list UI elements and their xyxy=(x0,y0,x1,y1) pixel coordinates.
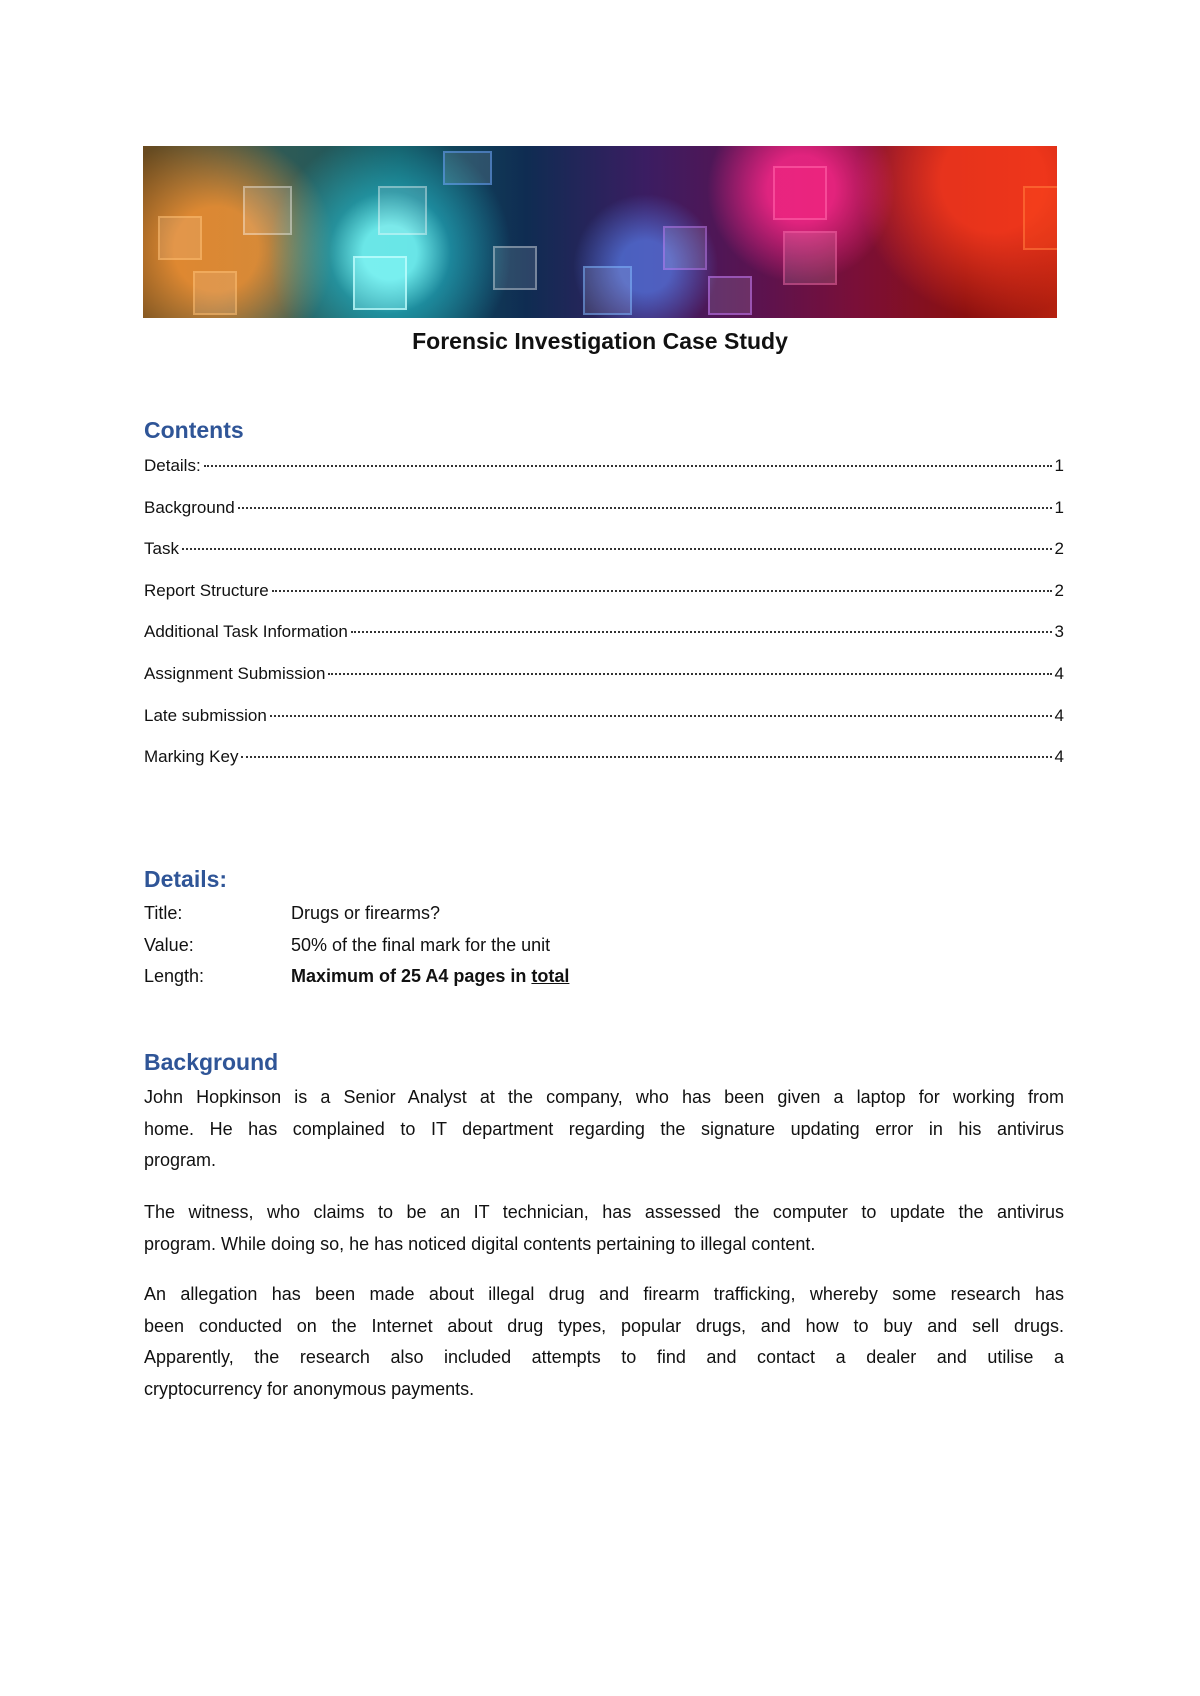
toc-entry[interactable] xyxy=(144,664,1064,706)
toc-label: Late submission xyxy=(144,705,267,725)
toc-leader xyxy=(241,756,1051,758)
toc-entry[interactable] xyxy=(144,456,1064,498)
toc-leader xyxy=(272,590,1052,592)
toc-leader xyxy=(351,631,1052,633)
toc-page: 4 xyxy=(1054,663,1064,683)
toc-leader xyxy=(238,507,1052,509)
toc-entry[interactable] xyxy=(144,747,1064,789)
background-paragraph-1 xyxy=(144,1082,1064,1177)
toc-label: Details: xyxy=(144,456,201,475)
toc-page: 4 xyxy=(1054,705,1064,725)
text-line: program. xyxy=(144,1150,217,1171)
toc-entry[interactable] xyxy=(144,706,1064,748)
toc-page: 1 xyxy=(1054,497,1064,517)
toc-label: Task xyxy=(144,539,179,559)
length-text: Maximum of 25 A4 pages in xyxy=(291,966,532,986)
toc-label: Report Structure xyxy=(144,580,269,600)
detail-label: Value: xyxy=(144,934,194,955)
text-line: An allegation has been made about illegal drug and firearm trafficking, whereby some research has xyxy=(144,1284,1064,1304)
text-line: cryptocurrency for anonymous payments. xyxy=(144,1378,475,1399)
toc-leader xyxy=(328,673,1051,675)
detail-label: Length: xyxy=(144,966,205,986)
toc-leader xyxy=(270,715,1052,717)
table-of-contents xyxy=(144,456,1064,789)
text-line: home. He has complained to IT department regarding the signature updating error in his antivirus xyxy=(144,1118,1064,1139)
details-row-length xyxy=(144,966,569,998)
length-emphasis: total xyxy=(531,966,570,986)
detail-value xyxy=(291,966,569,998)
details-heading: Details: xyxy=(144,866,228,892)
details-table xyxy=(144,903,569,998)
toc-page: 1 xyxy=(1054,456,1064,475)
toc-entry[interactable] xyxy=(144,498,1064,540)
document-title: Forensic Investigation Case Study xyxy=(412,328,788,354)
toc-label: Background xyxy=(144,497,235,517)
toc-page: 3 xyxy=(1054,622,1064,642)
text-line: John Hopkinson is a Senior Analyst at the company, who has been given a laptop for working from xyxy=(144,1087,1064,1107)
text-line: been conducted on the Internet about drug types, popular drugs, and how to buy and sell drugs. xyxy=(144,1315,1064,1336)
toc-label: Marking Key xyxy=(144,747,239,767)
background-paragraph-3 xyxy=(144,1279,1064,1405)
toc-leader xyxy=(204,465,1052,467)
text-line: The witness, who claims to be an IT technician, has assessed the computer to update the antivirus xyxy=(144,1202,1064,1222)
text-line: Apparently, the research also included attempts to find and contact a dealer and utilise a xyxy=(144,1347,1064,1368)
toc-entry[interactable] xyxy=(144,622,1064,664)
toc-label: Assignment Submission xyxy=(144,663,326,683)
details-row-value xyxy=(144,935,569,967)
detail-value: 50% of the final mark for the unit xyxy=(291,934,551,955)
toc-entry[interactable] xyxy=(144,539,1064,581)
text-line: program. While doing so, he has noticed digital contents pertaining to illegal content. xyxy=(144,1233,816,1254)
detail-label: Title: xyxy=(144,903,183,923)
background-heading: Background xyxy=(144,1049,279,1075)
detail-value: Drugs or firearms? xyxy=(291,903,441,923)
toc-label: Additional Task Information xyxy=(144,622,348,642)
background-paragraph-2 xyxy=(144,1197,1064,1260)
toc-page: 4 xyxy=(1054,747,1064,767)
details-row-title xyxy=(144,903,569,935)
toc-page: 2 xyxy=(1054,539,1064,559)
contents-heading: Contents xyxy=(144,417,244,443)
toc-page: 2 xyxy=(1054,580,1064,600)
toc-entry[interactable] xyxy=(144,581,1064,623)
toc-leader xyxy=(182,548,1052,550)
header-banner-image xyxy=(143,146,1057,318)
